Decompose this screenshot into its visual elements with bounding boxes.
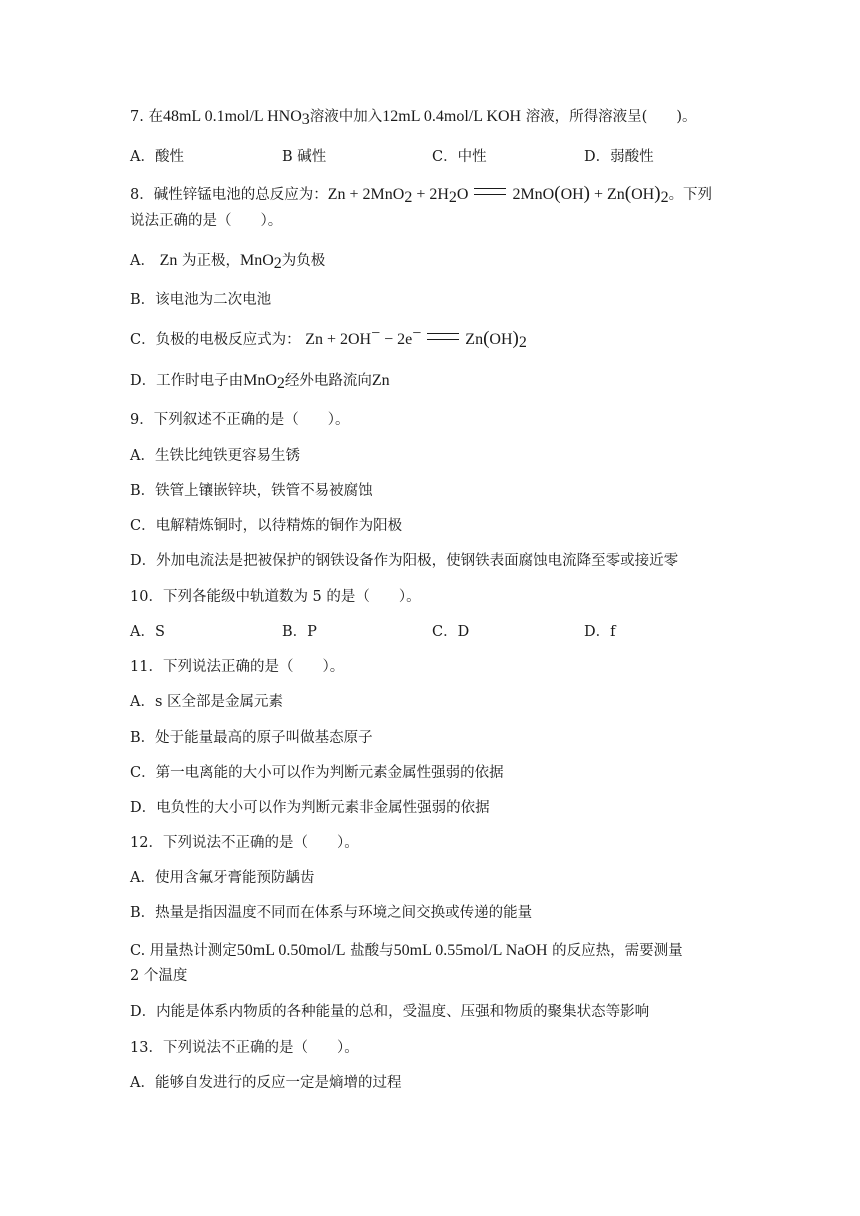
q10-option-c: C．D: [432, 624, 470, 640]
q8-c-sub: 2: [518, 334, 527, 351]
q8-stem-line2: 说法正确的是（ ）。: [130, 213, 283, 229]
q8-option-d: [130, 371, 390, 391]
q8-stem: [130, 184, 712, 205]
q11-option-d: D．电负性的大小可以作为判断元素非金属性强弱的依据: [130, 800, 490, 816]
q7-formula-hno3: 48mL 0.1mol/L HNO: [162, 108, 302, 125]
q7-option-b: B 碱性: [282, 149, 327, 165]
q8-eq-sub2: 2: [448, 189, 457, 206]
q11-option-c: C．第一电离能的大小可以作为判断元素金属性强弱的依据: [130, 765, 504, 781]
q8-eq-lp2: (: [624, 183, 632, 204]
q8-a-sub: 2: [273, 255, 282, 272]
q8-c-eq2: − 2e: [380, 331, 413, 348]
q8-eq-right1: 2MnO: [512, 186, 555, 203]
q7-sub: 3: [301, 111, 310, 128]
q8-d-pre: D．工作时电子由: [130, 373, 244, 389]
q7-mid: 溶液中加入: [309, 109, 383, 125]
q12-c-pre: C. 用量热计测定: [130, 943, 237, 959]
q11-option-b: B．处于能量最高的原子叫做基态原子: [130, 730, 373, 746]
q9-option-a: A．生铁比纯铁更容易生锈: [130, 448, 300, 464]
q8-a-zn: Zn: [159, 252, 178, 269]
q13-stem: 13．下列说法不正确的是（ ）。: [130, 1040, 359, 1056]
q8-eq-sub3: 2: [660, 189, 669, 206]
q8-a-pre: A．: [130, 253, 155, 269]
q11-stem: 11．下列说法正确的是（ ）。: [130, 659, 345, 675]
q8-eq-lp1: (: [554, 183, 561, 204]
q13-option-a: A．能够自发进行的反应一定是熵增的过程: [130, 1075, 402, 1091]
q12-option-c: [130, 941, 683, 961]
q8-option-c: [130, 325, 527, 351]
q8-eq-plus: + Zn: [590, 186, 625, 203]
q8-c-sup2: −: [412, 325, 422, 342]
q8-c-lp: (: [483, 328, 490, 349]
q9-option-c: C．电解精炼铜时，以待精炼的铜作为阳极: [130, 518, 403, 534]
q8-eq-o: O: [456, 186, 469, 203]
q8-d-mid: 经外电路流向: [284, 373, 372, 389]
q7-option-c: C．中性: [432, 149, 487, 165]
q10-option-d: D．f: [584, 624, 616, 640]
q12-option-c-line2: 2 个温度: [130, 968, 188, 984]
q8-post: 。下列: [668, 187, 713, 203]
q12-option-b: B．热量是指因温度不同而在体系与环境之间交换或传递的能量: [130, 905, 533, 921]
equals-sign-icon: [427, 333, 459, 340]
q9-option-b: B．铁管上镶嵌锌块，铁管不易被腐蚀: [130, 483, 373, 499]
equals-sign-icon: [474, 188, 506, 195]
q8-c-sup1: −: [371, 325, 381, 342]
q12-c-mid: 盐酸与: [350, 943, 394, 959]
q8-eq-left: Zn + 2MnO: [327, 186, 405, 203]
q11-option-a: A．s 区全部是金属元素: [130, 694, 284, 710]
q7-formula-koh: 12mL 0.4mol/L KOH: [382, 108, 522, 125]
q8-c-zn: Zn: [465, 331, 484, 348]
q9-stem: 9．下列叙述不正确的是（ ）。: [130, 412, 350, 428]
q10-option-b: B．P: [282, 624, 317, 640]
q7-pre: 7. 在: [130, 109, 163, 125]
q8-eq-oh1: OH: [560, 186, 584, 203]
q9-option-d: D．外加电流法是把被保护的钢铁设备作为阳极，使钢铁表面腐蚀电流降至零或接近零: [130, 553, 679, 569]
q8-eq-oh2: OH: [631, 186, 655, 203]
q12-option-a: A．使用含氟牙膏能预防龋齿: [130, 870, 315, 886]
q8-option-a: [130, 251, 325, 271]
q8-d-zn: Zn: [371, 372, 390, 389]
q8-a-mid: 为正极，: [181, 253, 240, 269]
q8-eq-rp1: ): [583, 183, 590, 204]
q8-eq-rp2: ): [654, 183, 661, 204]
q12-c-formula1: 50mL 0.50mol/L: [236, 942, 346, 959]
q8-eq-sub1: 2: [404, 189, 413, 206]
q8-c-eq1: Zn + 2OH: [305, 331, 372, 348]
q8-a-post: 为负极: [281, 253, 326, 269]
q7-stem: [130, 107, 697, 127]
q8-option-b: B．该电池为二次电池: [130, 292, 272, 308]
q10-stem: 10．下列各能级中轨道数为 5 的是（ ）。: [130, 589, 421, 605]
q8-a-mno: MnO: [239, 252, 274, 269]
q7-option-a: A．酸性: [130, 149, 184, 165]
q12-option-d: D．内能是体系内物质的各种能量的总和，受温度、压强和物质的聚集状态等影响: [130, 1004, 650, 1020]
q8-eq-mid: + 2H: [412, 186, 449, 203]
q7-post: 溶液，所得溶液呈( )。: [525, 109, 697, 125]
q12-stem: 12．下列说法不正确的是（ ）。: [130, 835, 359, 851]
q7-option-d: D．弱酸性: [584, 149, 654, 165]
q8-c-rp: ): [512, 328, 519, 349]
q8-d-mno: MnO: [243, 372, 277, 389]
q8-c-pre: C．负极的电极反应式为：: [130, 332, 301, 348]
q12-c-post: 的反应热，需要测量: [552, 943, 683, 959]
q8-c-oh: OH: [489, 331, 513, 348]
q10-option-a: A．S: [130, 624, 165, 640]
q8-pre: 8．碱性锌锰电池的总反应为：: [130, 187, 328, 203]
q8-d-sub: 2: [276, 375, 285, 392]
q12-c-formula2: 50mL 0.55mol/L NaOH: [393, 942, 548, 959]
